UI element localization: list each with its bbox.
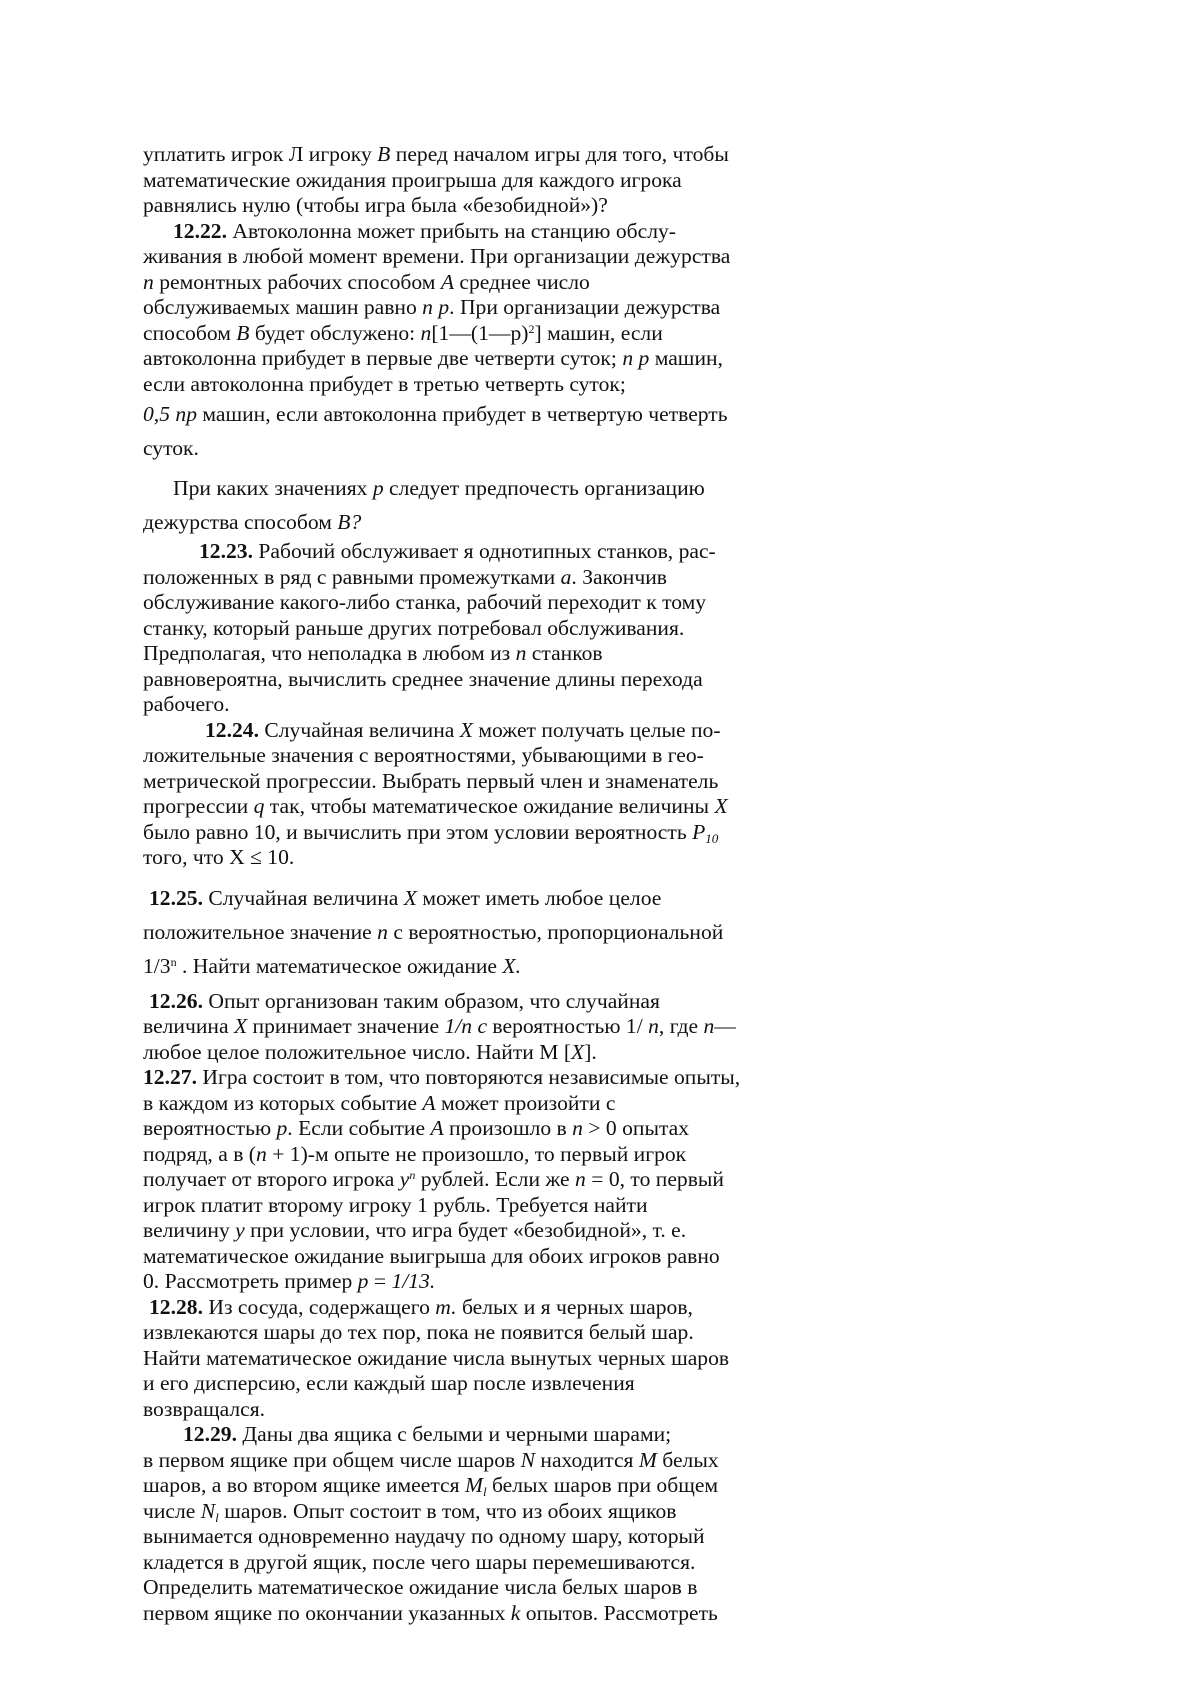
text-line: 12.29. Даны два ящика с белыми и черными шарами;: [183, 1422, 672, 1446]
document-page: [143, 142, 823, 1626]
problem-number: 12.23.: [199, 539, 253, 563]
text-line: n ремонтных рабочих способом A среднее число: [143, 269, 590, 294]
problem-12-28: [143, 1295, 823, 1423]
text-line: 12.24. Случайная величина X может получать целые по-: [205, 717, 721, 742]
text-line: способом B будет обслужено: n[1—(1—p)$^2$] машин, если: [143, 320, 663, 345]
text-line: метрической прогрессии. Выбрать первый член и знаменатель: [143, 768, 719, 793]
text-line: 1/3$^n$ . Найти математическое ожидание X.: [143, 953, 522, 978]
text-line: вынимается одновременно наудачу по одному шару, который: [143, 1524, 705, 1548]
problem-12-25: [143, 881, 823, 983]
text-line: любое целое положительное число. Найти М [X].: [143, 1039, 597, 1064]
text-line: математическое ожидание выигрыша для обоих игроков равно: [143, 1243, 720, 1268]
text-line: 12.22. Автоколонна может прибыть на станцию обслу-: [173, 218, 676, 243]
problem-12-26: [143, 989, 823, 1066]
problem-12-24: [143, 718, 823, 871]
text-line: 12.26. Опыт организован таким образом, что случайная: [149, 988, 660, 1013]
text-line: в каждом из которых событие A может произойти с: [143, 1090, 616, 1115]
problem-number: 12.24.: [205, 717, 259, 742]
text-line: равнялись нулю (чтобы игра была «безобидной»)?: [143, 193, 608, 217]
text-line: в первом ящике при общем числе шаров N находится M белых: [143, 1447, 719, 1472]
text-line: рабочего.: [143, 692, 230, 716]
text-line: игрок платит второму игроку 1 рубль. Требуется найти: [143, 1192, 648, 1217]
text-line: и его дисперсию, если каждый шар после извлечения: [143, 1371, 635, 1395]
problem-12-22: [143, 219, 823, 540]
text-line: того, что X ≤ 10.: [143, 845, 295, 869]
text-line: Предполагая, что неполадка в любом из n станков: [143, 641, 603, 665]
problem-number: 12.29.: [183, 1422, 237, 1446]
text-line: величину y при условии, что игра будет «безобидной», т. е.: [143, 1218, 687, 1242]
text-line: 12.23. Рабочий обслуживает я однотипных станков, рас-: [199, 539, 716, 563]
text-line: получает от второго игрока $y^n$ рублей. Если же n = 0, то первый: [143, 1167, 724, 1191]
text-line: извлекаются шары до тех пор, пока не появится белый шар.: [143, 1320, 694, 1344]
text-line: суток.: [143, 436, 199, 460]
text-line: 0. Рассмотреть пример p = 1/13.: [143, 1269, 436, 1293]
text-line: вероятностью p. Если событие A произошло в n > 0 опытах: [143, 1116, 690, 1140]
text-line: Найти математическое ожидание числа вынутых черных шаров: [143, 1345, 730, 1370]
text-line: положенных в ряд с равными промежутками a. Закончив: [143, 564, 667, 589]
text-line: прогрессии q так, чтобы математическое ожидание величины X: [143, 794, 728, 818]
text-line: станку, который раньше других потребовал обслуживания.: [143, 615, 685, 640]
text-line: величина X принимает значение 1/n c вероятностью 1/ n, где n—: [143, 1014, 736, 1038]
problem-12-23: [143, 539, 823, 718]
text-line: математические ожидания проигрыша для каждого игрока: [143, 167, 682, 192]
text-line: 12.25. Случайная величина X может иметь любое целое: [149, 885, 662, 910]
text-line: 12.28. Из сосуда, содержащего т. белых и я черных шаров,: [149, 1294, 693, 1319]
problem-number: 12.22.: [173, 218, 227, 243]
text-line: Определить математическое ожидание числа белых шаров в: [143, 1575, 698, 1599]
text-line: подряд, а в (n + 1)-м опыте не произошло, то первый игрок: [143, 1141, 687, 1166]
problem-number: 12.26.: [149, 988, 203, 1013]
text-line: если автоколонна прибудет в третью четверть суток;: [143, 371, 626, 396]
problem-number: 12.27.: [143, 1065, 197, 1089]
problem-12-29: [143, 1422, 823, 1626]
text-line: автоколонна прибудет в первые две четверти суток; n p машин,: [143, 346, 723, 370]
problem-12-27: [143, 1065, 823, 1295]
text-line: было равно 10, и вычислить при этом условии вероятность $P_{10}$: [143, 819, 719, 846]
text-line: равновероятна, вычислить среднее значение длины перехода: [143, 666, 703, 691]
text-line: живания в любой момент времени. При организации дежурства: [143, 244, 731, 268]
problem-number: 12.25.: [149, 885, 203, 910]
text-line: При каких значениях p следует предпочесть организацию: [173, 476, 705, 500]
text-line: обслуживание какого-либо станка, рабочий переходит к тому: [143, 590, 707, 614]
paragraph-intro: [143, 142, 823, 219]
text-line: ложительные значения с вероятностями, убывающими в гео-: [143, 743, 704, 767]
text-line: уплатить игрок Л игроку B перед началом игры для того, чтобы: [143, 142, 729, 166]
text-line: первом ящике по окончании указанных k опытов. Рассмотреть: [143, 1600, 718, 1625]
text-line: дежурства способом B?: [143, 510, 362, 534]
text-line: шаров, а во втором ящике имеется $M_l$ белых шаров при общем: [143, 1473, 719, 1499]
text-line: положительное значение n с вероятностью, пропорциональной: [143, 919, 724, 944]
text-line: обслуживаемых машин равно n p. При организации дежурства: [143, 295, 721, 319]
text-line: кладется в другой ящик, после чего шары перемешиваются.: [143, 1549, 696, 1574]
problem-number: 12.28.: [149, 1294, 203, 1319]
text-line: 0,5 пр машин, если автоколонна прибудет в четвертую четверть: [143, 402, 728, 426]
text-line: возвращался.: [143, 1396, 266, 1421]
text-line: 12.27. Игра состоит в том, что повторяются независимые опыты,: [143, 1065, 741, 1089]
text-line: числе $N_l$ шаров. Опыт состоит в том, что из обоих ящиков: [143, 1498, 677, 1525]
